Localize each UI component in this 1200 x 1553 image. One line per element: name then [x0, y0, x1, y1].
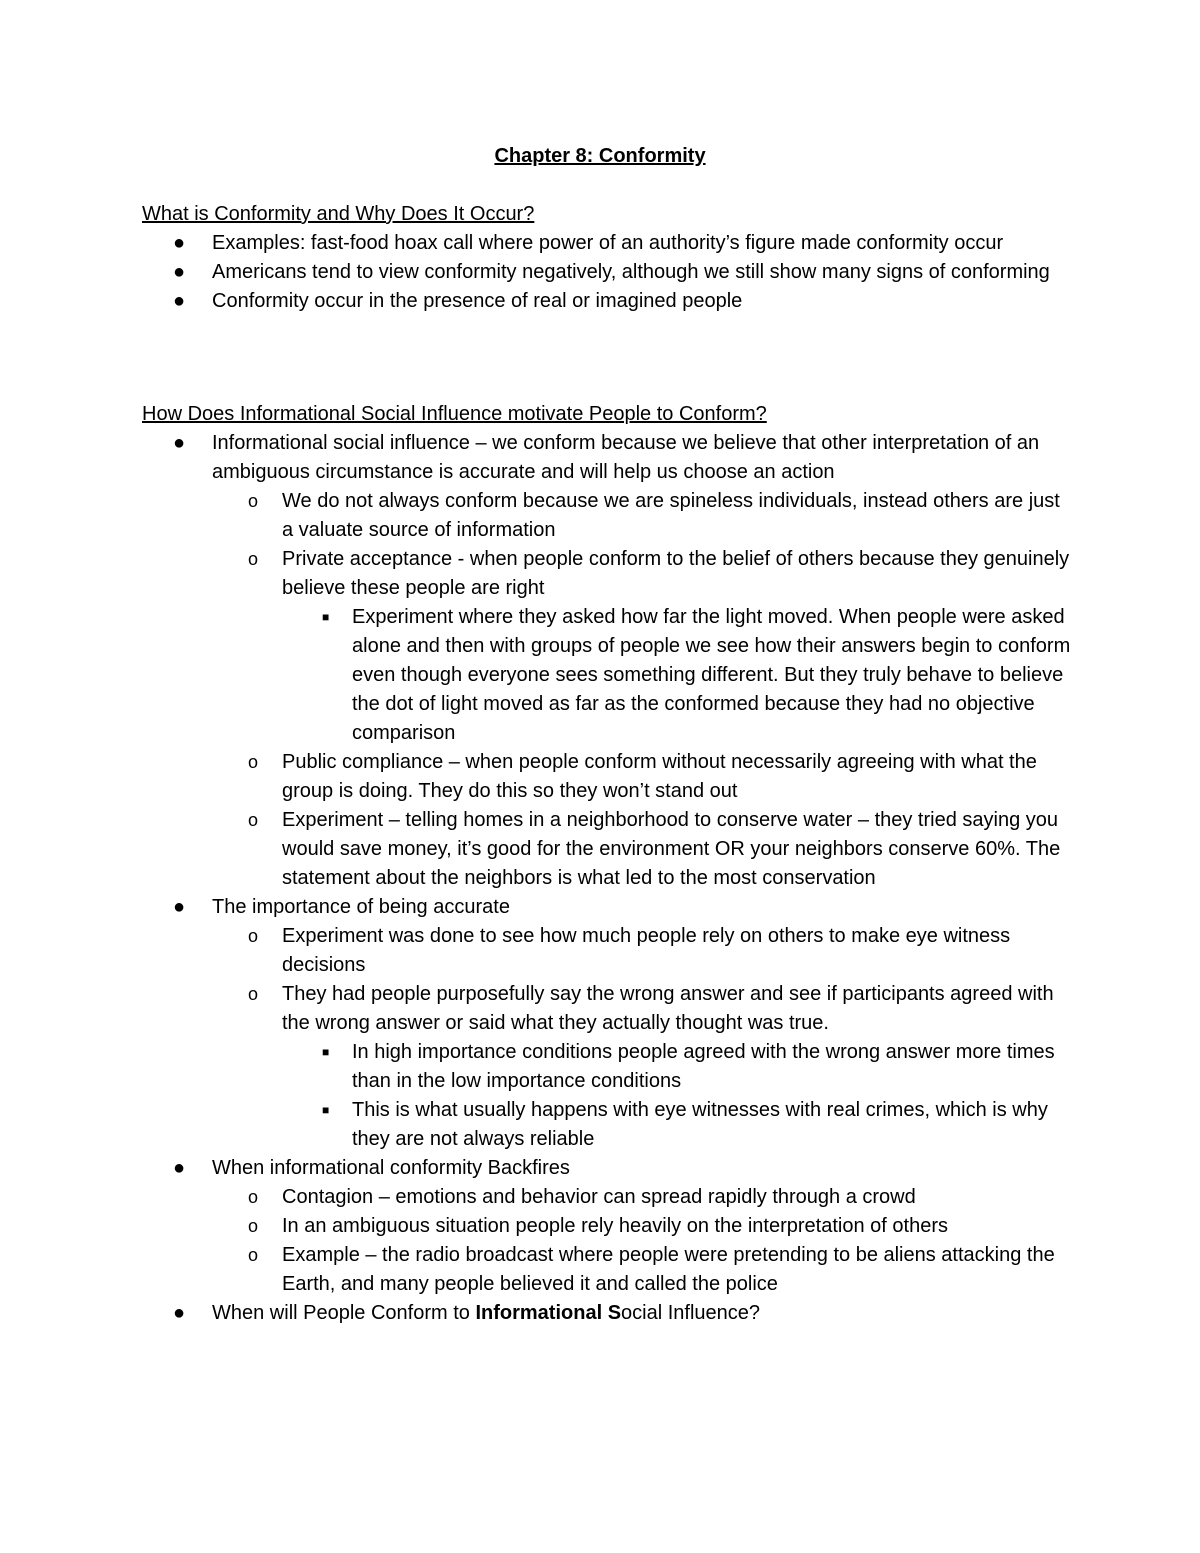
sub-list-item-text: Public compliance – when people conform without necessarily agreeing with what the group is doing. They do this so they won’t stand out	[282, 751, 1037, 802]
sub-list-item-text: They had people purposefully say the wrong answer and see if participants agreed with the wrong answer or said what they actually thought was true.	[282, 983, 1054, 1034]
section-heading: How Does Informational Social Influence motivate People to Conform?	[142, 403, 767, 425]
circle-bullet-icon: o	[248, 926, 259, 946]
sub-list-item-text: Example – the radio broadcast where people were pretending to be aliens attacking the Earth, and many people believed it and called the police	[282, 1244, 1055, 1295]
bullet-icon: ●	[172, 261, 186, 283]
list-item-text: Conformity occur in the presence of real or imagined people	[212, 290, 743, 312]
bullet-list	[142, 429, 1072, 1328]
sub-list	[212, 487, 1072, 893]
circle-bullet-icon: o	[248, 1245, 259, 1265]
list-item	[142, 1154, 1072, 1299]
bullet-icon: ●	[172, 290, 186, 312]
circle-bullet-icon: o	[248, 752, 259, 772]
list-item	[142, 1299, 1072, 1328]
sub-list-item	[212, 545, 1072, 748]
section-what-is-conformity	[142, 200, 1072, 316]
sub-list-item-text: Contagion – emotions and behavior can spread rapidly through a crowd	[282, 1186, 916, 1208]
square-bullet-icon: ■	[322, 610, 330, 624]
circle-bullet-icon: o	[248, 1216, 259, 1236]
list-item	[142, 893, 1072, 1154]
sub-list	[212, 1183, 1072, 1299]
sub-list-item	[212, 1183, 1072, 1212]
sub-list	[212, 922, 1072, 1154]
list-item-text-bold: Informational	[475, 1302, 603, 1324]
list-item	[142, 258, 1072, 287]
list-item	[142, 429, 1072, 893]
section-heading: What is Conformity and Why Does It Occur?	[142, 203, 535, 225]
detail-list-item-text: In high importance conditions people agreed with the wrong answer more times than in the low importance conditions	[352, 1041, 1055, 1092]
sub-list-item-text: Experiment – telling homes in a neighborhood to conserve water – they tried saying you would save money, it’s good for the environment OR your neighbors conserve 60%. The statement about the neighbors is what led to the most conservation	[282, 809, 1061, 889]
bullet-icon: ●	[172, 896, 186, 918]
circle-bullet-icon: o	[248, 491, 259, 511]
circle-bullet-icon: o	[248, 984, 259, 1004]
detail-list-item-text: Experiment where they asked how far the light moved. When people were asked alone and then with groups of people we see how their answers begin to conform even though everyone sees something different. But they truly behave to believe the dot of light moved as far as the conformed because they had no objective comparison	[352, 606, 1071, 744]
page-title: Chapter 8: Conformity	[494, 145, 706, 167]
sub-list-item	[212, 1241, 1072, 1299]
sub-list-item	[212, 980, 1072, 1154]
list-item-text: Informational social influence – we conform because we believe that other interpretation of an ambiguous circumstance is accurate and will help us choose an action	[212, 432, 1040, 483]
bullet-icon: ●	[172, 1302, 186, 1324]
list-item-text: When informational conformity Backfires	[212, 1157, 570, 1179]
circle-bullet-icon: o	[248, 1187, 259, 1207]
sub-list-item	[212, 922, 1072, 980]
detail-list-item	[282, 1096, 1072, 1154]
list-item	[142, 287, 1072, 316]
sub-list-item	[212, 487, 1072, 545]
sub-list-item-text: We do not always conform because we are spineless individuals, instead others are just a valuate source of information	[282, 490, 1060, 541]
circle-bullet-icon: o	[248, 549, 259, 569]
detail-list-item	[282, 603, 1072, 748]
sub-list-item	[212, 1212, 1072, 1241]
section-informational-influence	[142, 400, 1072, 1328]
detail-list-item-text: This is what usually happens with eye witnesses with real crimes, which is why they are not always reliable	[352, 1099, 1048, 1150]
sub-list-item-text: Private acceptance - when people conform to the belief of others because they genuinely believe these people are right	[282, 548, 1070, 599]
list-item-text-part: ocial Influence?	[621, 1302, 761, 1324]
square-bullet-icon: ■	[322, 1103, 330, 1117]
bullet-icon: ●	[172, 432, 186, 454]
detail-list-item	[282, 1038, 1072, 1096]
list-item-text: Examples: fast-food hoax call where power of an authority’s figure made conformity occur	[212, 232, 1004, 254]
detail-list	[282, 1038, 1072, 1154]
list-item-text: The importance of being accurate	[212, 896, 510, 918]
circle-bullet-icon: o	[248, 810, 259, 830]
sub-list-item	[212, 806, 1072, 893]
list-item	[142, 229, 1072, 258]
sub-list-item-text: In an ambiguous situation people rely heavily on the interpretation of others	[282, 1215, 948, 1237]
sub-list-item-text: Experiment was done to see how much people rely on others to make eye witness decisions	[282, 925, 1011, 976]
list-item-text-part: When will People Conform to	[212, 1302, 476, 1324]
sub-list-item	[212, 748, 1072, 806]
list-item-text: Americans tend to view conformity negatively, although we still show many signs of conforming	[212, 261, 1050, 283]
bullet-icon: ●	[172, 232, 186, 254]
list-item-text-bold: S	[607, 1302, 622, 1324]
bullet-icon: ●	[172, 1157, 186, 1179]
detail-list	[282, 603, 1072, 748]
square-bullet-icon: ■	[322, 1045, 330, 1059]
bullet-list	[142, 229, 1072, 316]
